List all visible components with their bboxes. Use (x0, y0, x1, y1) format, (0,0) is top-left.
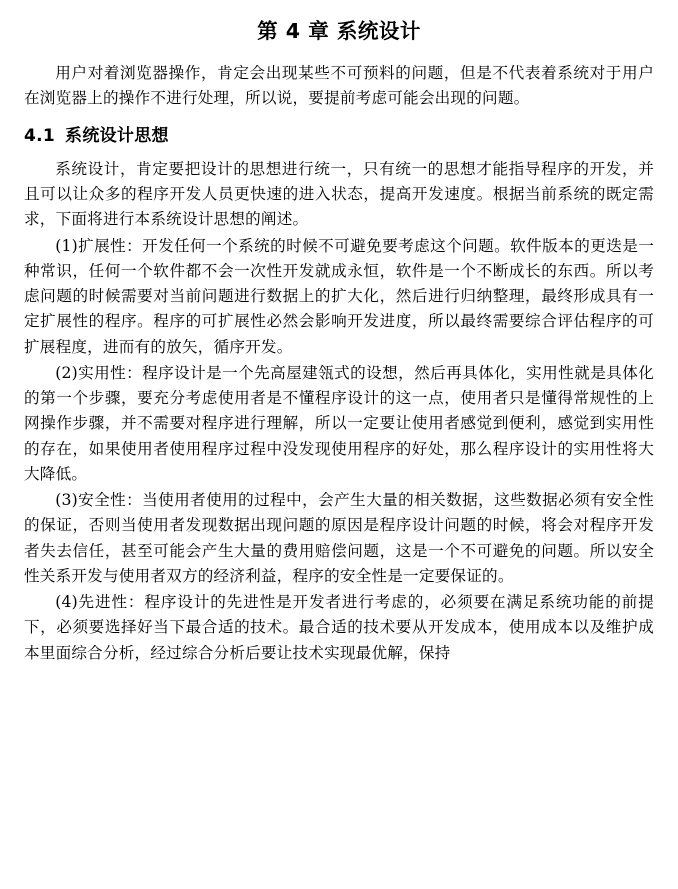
paragraph-practicality: (2)实用性：程序设计是一个先高屋建瓴式的设想，然后再具体化，实用性就是具体化的第一个步骤，要充分考虑使用者是不懂程序设计的这一点，使用者只是懂得常规性的上网操作步骤，并不需要对程序进行理解，所以一定要让使用者感觉到便利，感觉到实用性的存在，如果使用者使用程序过程中没发现使用程序的好处，那么程序设计的实用性将大大降低。 (24, 363, 654, 483)
paragraph-extensibility: (1)扩展性：开发任何一个系统的时候不可避免要考虑这个问题。软件版本的更迭是一种常识，任何一个软件都不会一次性开发就成永恒，软件是一个不断成长的东西。所以考虑问题的时候需要对当前问题进行数据上的扩大化，然后进行归纳整理，最终形成具有一定扩展性的程序。程序的可扩展性必然会影响开发进度，所以最终需要综合评估程序的可扩展程度，进而有的放矢，循序开发。 (24, 236, 654, 356)
paragraph-advancement: (4)先进性：程序设计的先进性是开发者进行考虑的，必须要在满足系统功能的前提下，必须要选择好当下最合适的技术。最合适的技术要从开发成本，使用成本以及维护成本里面综合分析，经过综合分析后要让技术实现最优解，保持 (24, 593, 654, 662)
section-title: 系统设计思想 (65, 126, 169, 147)
page-title: 第 4 章 系统设计 (257, 19, 421, 43)
section-number: 4.1 (24, 126, 56, 147)
paragraph-design-thought: 系统设计，肯定要把设计的思想进行统一，只有统一的思想才能指导程序的开发，并且可以让众多的程序开发人员更快速的进入状态，提高开发速度。根据当前系统的既定需求，下面将进行本系统设计思想的阐述。 (24, 159, 654, 229)
intro-paragraph: 用户对着浏览器操作，肯定会出现某些不可预料的问题，但是不代表着系统对于用户在浏览器上的操作不进行处理，所以说，要提前考虑可能会出现的问题。 (24, 63, 654, 107)
paragraph-security: (3)安全性：当使用者使用的过程中，会产生大量的相关数据，这些数据必须有安全性的保证，否则当使用者发现数据出现问题的原因是程序设计问题的时候，将会对程序开发者失去信任，甚至可能会产生大量的费用赔偿问题，这是一个不可避免的问题。所以安全性关系开发与使用者双方的经济利益，程序的安全性是一定要保证的。 (24, 491, 654, 585)
section-heading-4-1 (24, 125, 654, 149)
